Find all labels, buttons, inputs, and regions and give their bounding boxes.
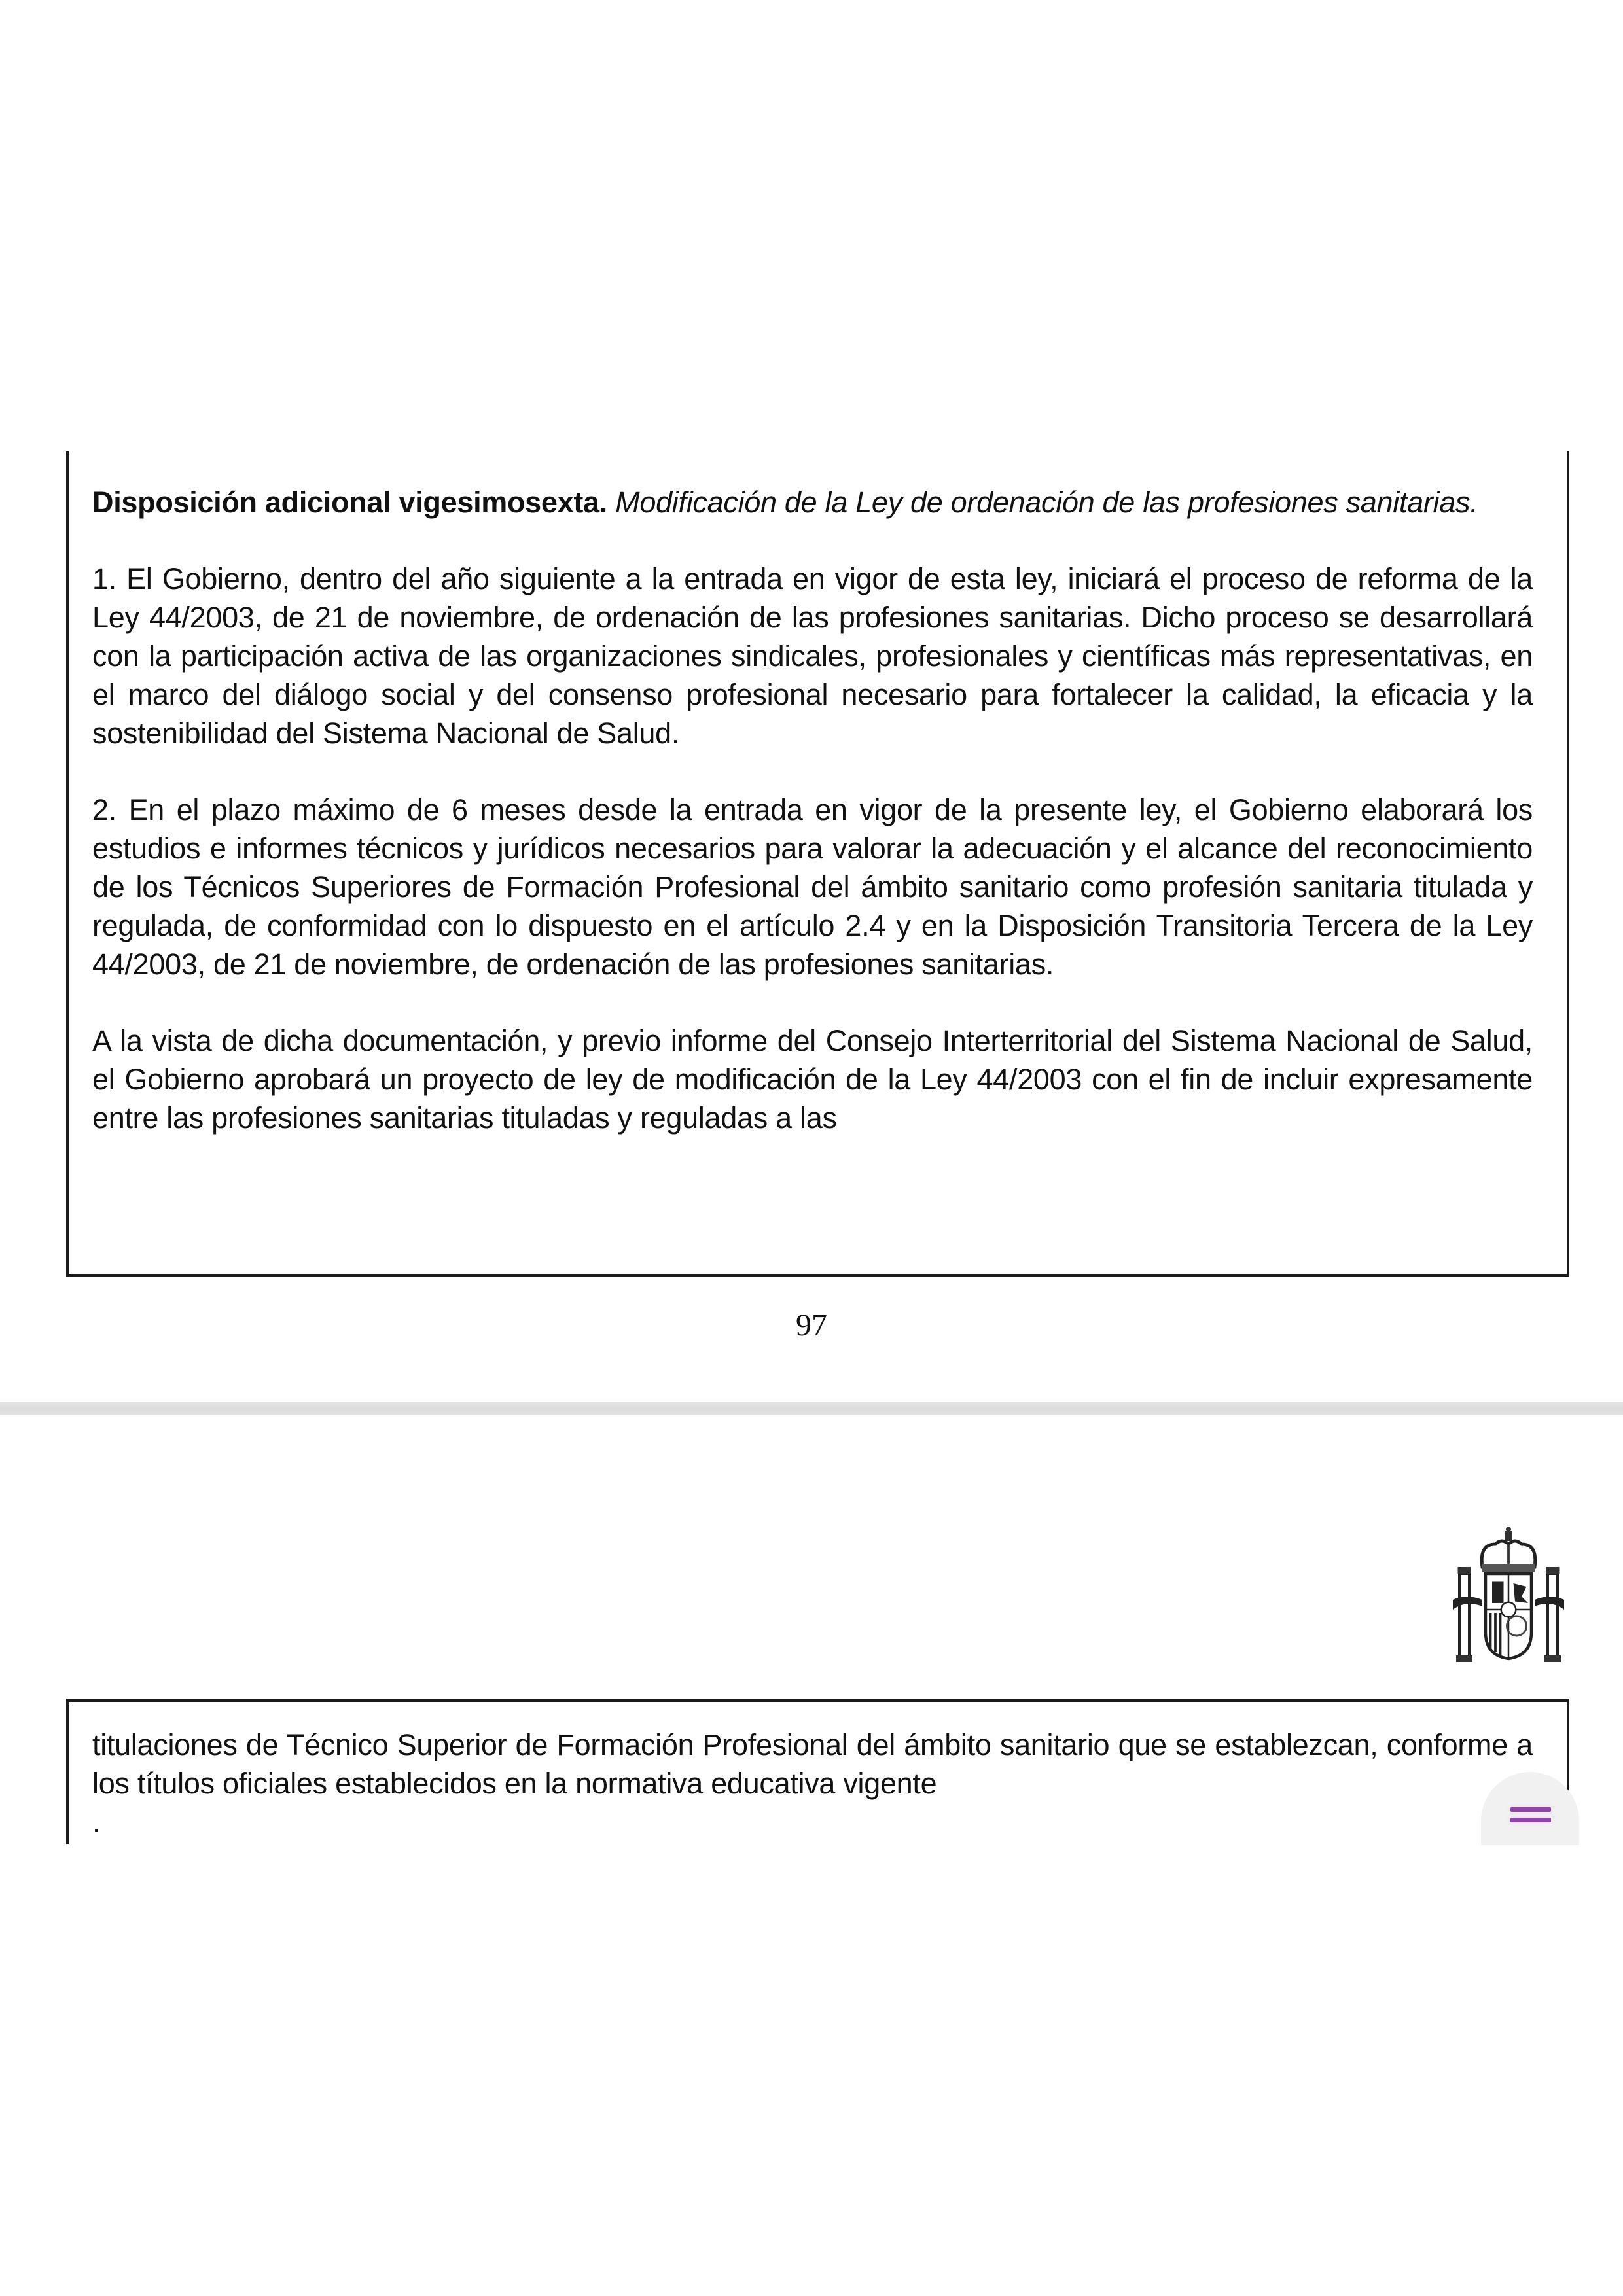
coat-of-arms-icon — [1443, 1525, 1574, 1675]
paragraph-2: 2. En el plazo máximo de 6 meses desde la entrada en vigor de la presente ley, el Gobierno elaborará los estudios e informes técnicos y jurídicos necesarios para valorar la adecuación y el alcance del reconocimiento de los Técnicos Superiores de Formación Profesional del ámbito sanitario como profesión sanitaria titulada y regulada, de conformidad con lo dispuesto en el artículo 2.4 y en la Disposición Transitoria Tercera de la Ley 44/2003, de 21 de noviembre, de ordenación de las profesiones sanitarias. — [92, 793, 1533, 981]
legal-text-box-page-98 — [66, 1699, 1569, 1844]
provision-title: Disposición adicional vigesimosexta. — [92, 486, 607, 519]
provision-subtitle: Modificación de la Ley de ordenación de las profesiones sanitarias. — [615, 486, 1478, 519]
trailing-mark: . — [92, 1805, 101, 1839]
paragraph-1: 1. El Gobierno, dentro del año siguiente a la entrada en vigor de esta ley, iniciará el proceso de reforma de la Ley 44/2003, de 21 de noviembre, de ordenación de las profesiones sanitarias. Dicho proceso se desarrollará con la participación activa de las organizaciones sindicales, profesionales y científicas más representativas, en el marco del diálogo social y del consenso profesional necesario para fortalecer la calidad, la eficacia y la sostenibilidad del Sistema Nacional de Salud. — [92, 562, 1533, 750]
legal-text-box-page-97 — [66, 451, 1569, 1277]
page-divider — [0, 1402, 1623, 1415]
continuation-paragraph: titulaciones de Técnico Superior de Formación Profesional del ámbito sanitario que se establezcan, conforme a los títulos oficiales establecidos en la normativa educativa vigente — [92, 1728, 1533, 1800]
provision-heading — [92, 483, 1533, 521]
page-number: 97 — [796, 1308, 827, 1343]
paragraph-3: A la vista de dicha documentación, y previo informe del Consejo Interterritorial del Sistema Nacional de Salud, el Gobierno aprobará un proyecto de ley de modificación de la Ley 44/2003 con el fin de incluir expresamente entre las profesiones sanitarias tituladas y reguladas a las — [92, 1024, 1533, 1135]
